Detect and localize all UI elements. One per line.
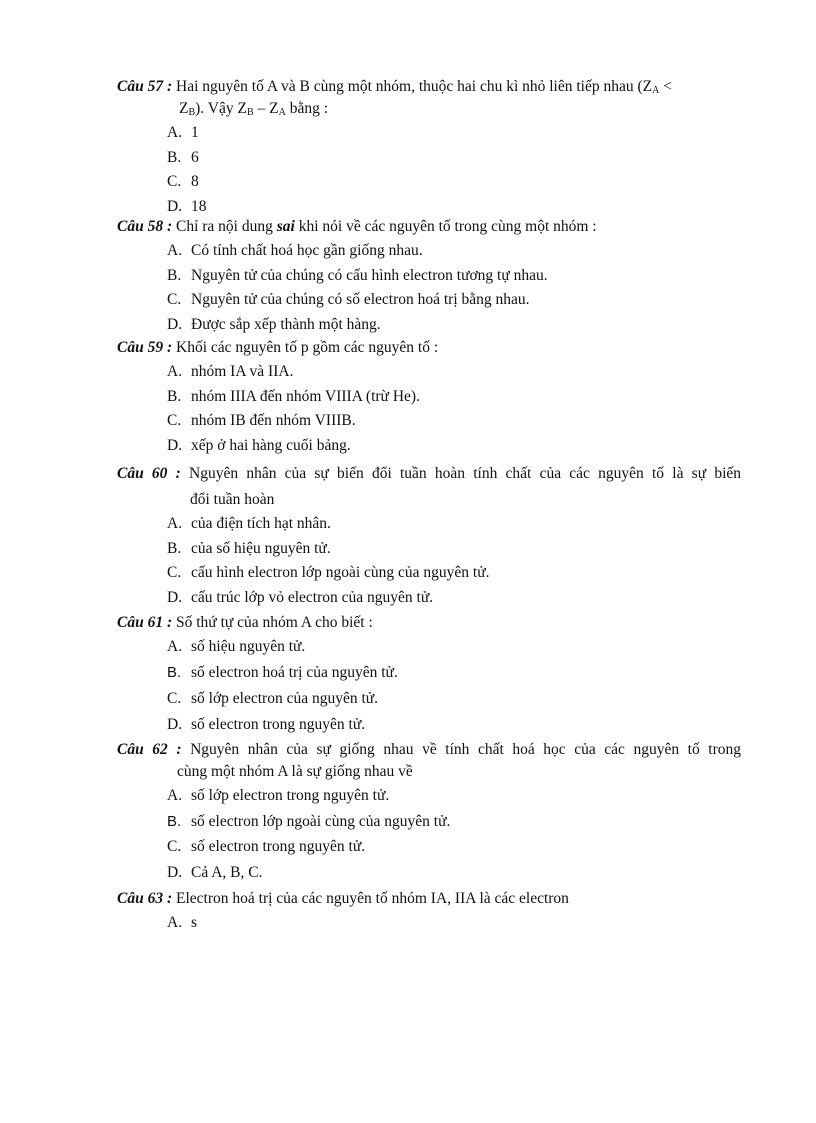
question-57 <box>117 76 741 220</box>
question-59-stem: Câu 59 : Khối các nguyên tố p gồm các nguyên tố : <box>117 339 439 356</box>
option-b: B. 6 <box>167 148 199 166</box>
option-c: C. cấu hình electron lớp ngoài cùng của nguyên tử. <box>167 564 490 581</box>
option-d: D. Cả A, B, C. <box>167 863 263 881</box>
question-57-stem: Câu 57 : Hai nguyên tố A và B cùng một nhóm, thuộc hai chu kì nhỏ liên tiếp nhau ($Z_A$ < <box>117 78 672 96</box>
option-d: D. xếp ở hai hàng cuối bảng. <box>167 436 351 454</box>
question-58-options <box>117 240 741 338</box>
question-58 <box>117 216 741 338</box>
option-b: B. số electron lớp ngoài cùng của nguyên tử. <box>167 812 451 830</box>
question-61-options <box>117 636 741 740</box>
question-62 <box>117 739 741 887</box>
option-d: D. Được sắp xếp thành một hàng. <box>167 315 381 333</box>
question-label: Câu 63 : <box>117 890 173 907</box>
question-62-options <box>117 785 741 887</box>
question-57-options <box>117 122 741 220</box>
option-c: C. số lớp electron của nguyên tử. <box>167 690 379 707</box>
emphasis-word: sai <box>276 218 295 235</box>
option-a: A. 1 <box>167 124 199 141</box>
option-a: A. số lớp electron trong nguyên tử. <box>167 787 390 804</box>
question-63-stem: Câu 63 : Electron hoá trị của các nguyên tố nhóm IA, IIA là các electron <box>117 890 569 907</box>
question-62-stem-cont: cùng một nhóm A là sự giống nhau về <box>177 763 413 780</box>
question-label: Câu 62 : <box>117 741 182 758</box>
question-58-stem: Câu 58 : Chỉ ra nội dung sai khi nói về các nguyên tố trong cùng một nhóm : <box>117 218 597 235</box>
question-label: Câu 60 : <box>117 465 181 482</box>
question-59-options <box>117 361 741 459</box>
question-60-stem: Câu 60 : Nguyên nhân của sự biến đổi tuần hoàn tính chất của các nguyên tố là sự biến <box>117 465 741 482</box>
option-d: D. số electron trong nguyên tử. <box>167 716 366 733</box>
question-60-stem-cont: đổi tuần hoàn <box>190 491 275 508</box>
option-d: D. cấu trúc lớp vỏ electron của nguyên tử. <box>167 588 434 606</box>
question-57-stem-cont: $Z_B$). Vậy $Z_B - Z_A$ bằng : <box>179 100 329 118</box>
option-a: A. nhóm IA và IIA. <box>167 363 294 380</box>
question-63 <box>117 888 741 937</box>
option-d: D. 18 <box>167 197 207 215</box>
question-label: Câu 57 : <box>117 78 173 95</box>
question-61 <box>117 612 741 740</box>
question-61-stem: Câu 61 : Số thứ tự của nhóm A cho biết : <box>117 614 373 631</box>
option-c: C. số electron trong nguyên tử. <box>167 838 366 855</box>
question-63-options <box>117 912 741 937</box>
question-label: Câu 61 : <box>117 614 173 631</box>
question-label: Câu 58 : <box>117 218 173 235</box>
option-b: B. Nguyên tử của chúng có cấu hình electron tương tự nhau. <box>167 266 548 284</box>
option-a: A. Có tính chất hoá học gần giống nhau. <box>167 242 423 259</box>
option-a: A. số hiệu nguyên tử. <box>167 638 306 655</box>
question-59 <box>117 337 741 459</box>
option-a: A. s <box>167 914 198 931</box>
question-62-stem: Câu 62 : Nguyên nhân của sự giống nhau về tính chất hoá học của các nguyên tố trong <box>117 741 742 758</box>
option-c: C. 8 <box>167 173 199 190</box>
question-60 <box>117 463 741 611</box>
option-b: B. số electron hoá trị của nguyên tử. <box>167 664 398 681</box>
option-b: B. của số hiệu nguyên tử. <box>167 539 331 557</box>
question-60-options <box>117 513 741 611</box>
question-label: Câu 59 : <box>117 339 173 356</box>
option-a: A. của điện tích hạt nhân. <box>167 515 331 532</box>
option-c: C. Nguyên tử của chúng có số electron hoá trị bằng nhau. <box>167 291 530 308</box>
option-b: B. nhóm IIIA đến nhóm VIIIA (trừ He). <box>167 387 420 405</box>
option-c: C. nhóm IB đến nhóm VIIIB. <box>167 412 356 429</box>
